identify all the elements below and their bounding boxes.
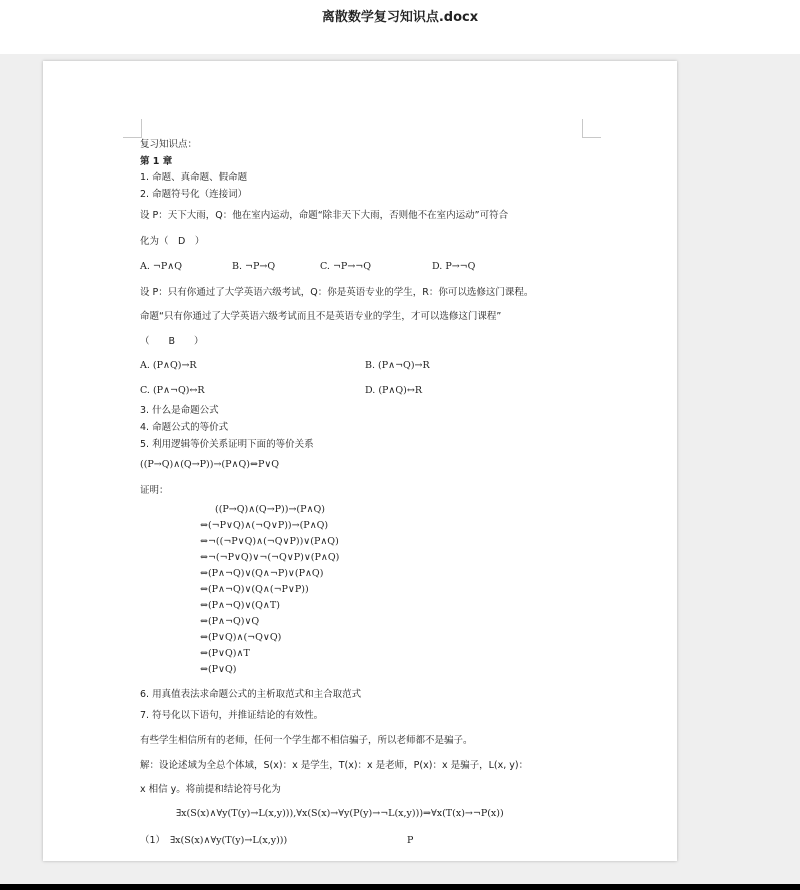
question-text: （ B ） bbox=[140, 336, 204, 347]
answer-option: B. ¬P→Q bbox=[232, 261, 276, 272]
proof-step: ⇔(P∨Q)∧(¬Q∨Q) bbox=[200, 632, 282, 643]
list-item: 2. 命题符号化（连接词） bbox=[140, 189, 248, 200]
equivalence-formula: ((P→Q)∧(Q→P))→(P∧Q)⇔P∨Q bbox=[140, 459, 280, 470]
answer-option: C. (P∧¬Q)↔R bbox=[140, 385, 205, 396]
list-item: 5. 利用逻辑等价关系证明下面的等价关系 bbox=[140, 439, 314, 450]
question-text: 设 P：只有你通过了大学英语六级考试，Q：你是英语专业的学生，R：你可以选修这门课程。 bbox=[140, 287, 534, 298]
problem-statement: 有些学生相信所有的老师，任何一个学生都不相信骗子，所以老师都不是骗子。 bbox=[140, 735, 473, 746]
answer-option: A. ¬P∧Q bbox=[140, 261, 182, 272]
list-item: 4. 命题公式的等价式 bbox=[140, 422, 229, 433]
document-title: 离散数学复习知识点.docx bbox=[321, 10, 479, 25]
premise-formula: ∃x(S(x)∧∀y(T(y)→L(x,y))),∀x(S(x)→∀y(P(y)→¬L(x,y)))⇒∀x(T(x)→¬P(x)) bbox=[176, 808, 504, 819]
solution-text: 解：设论述域为全总个体域，S(x)：x 是学生，T(x)：x 是老师，P(x)：x 是骗子，L(x, y)： bbox=[140, 760, 529, 771]
answer-option: C. ¬P→¬Q bbox=[320, 261, 372, 272]
proof-step: ⇔(P∨Q)∧T bbox=[200, 648, 250, 659]
proof-step: ⇔(P∧¬Q)∨(Q∧T) bbox=[200, 600, 280, 611]
title-bar bbox=[0, 0, 800, 54]
list-item: 7. 符号化以下语句，并推证结论的有效性。 bbox=[140, 710, 324, 721]
chapter-heading: 第 1 章 bbox=[140, 156, 173, 167]
proof-step: ⇔(P∨Q) bbox=[200, 664, 237, 675]
answer-option: B. (P∧¬Q)→R bbox=[365, 360, 430, 371]
step-rule: P bbox=[407, 835, 414, 846]
list-item: 3. 什么是命题公式 bbox=[140, 405, 219, 416]
proof-step: ⇔¬((¬P∨Q)∧(¬Q∨P))∨(P∧Q) bbox=[200, 536, 339, 547]
proof-label: 证明： bbox=[140, 485, 169, 496]
step-formula: ∃x(S(x)∧∀y(T(y)→L(x,y))) bbox=[170, 835, 288, 846]
proof-step: ⇔(P∧¬Q)∨(Q∧¬P)∨(P∧Q) bbox=[200, 568, 324, 579]
step-number: （1） bbox=[140, 835, 166, 846]
margin-corner-mark bbox=[582, 119, 601, 138]
answer-option: D. (P∧Q)↔R bbox=[365, 385, 422, 396]
answer-option: A. (P∧Q)→R bbox=[140, 360, 197, 371]
proof-step: ⇔¬(¬P∨Q)∨¬(¬Q∨P)∨(P∧Q) bbox=[200, 552, 340, 563]
question-text: 化为（ D ） bbox=[140, 236, 205, 247]
list-item: 6. 用真值表法求命题公式的主析取范式和主合取范式 bbox=[140, 689, 362, 700]
proof-step: ⇔(P∧¬Q)∨Q bbox=[200, 616, 260, 627]
margin-corner-mark bbox=[123, 119, 142, 138]
proof-step: ((P→Q)∧(Q→P))→(P∧Q) bbox=[215, 504, 325, 515]
bottom-bar bbox=[0, 884, 800, 890]
section-heading: 复习知识点： bbox=[140, 139, 198, 150]
answer-option: D. P→¬Q bbox=[432, 261, 476, 272]
question-text: 命题“只有你通过了大学英语六级考试而且不是英语专业的学生，才可以选修这门课程” bbox=[140, 311, 502, 322]
document-page bbox=[43, 61, 677, 861]
question-text: 设 P：天下大雨，Q：他在室内运动，命题“除非天下大雨，否则他不在室内运动”可符合 bbox=[140, 210, 509, 221]
list-item: 1. 命题、真命题、假命题 bbox=[140, 172, 248, 183]
proof-step: ⇔(P∧¬Q)∨(Q∧(¬P∨P)) bbox=[200, 584, 309, 595]
proof-step: ⇔(¬P∨Q)∧(¬Q∨P))→(P∧Q) bbox=[200, 520, 329, 531]
solution-text: x 相信 y。将前提和结论符号化为 bbox=[140, 784, 281, 795]
